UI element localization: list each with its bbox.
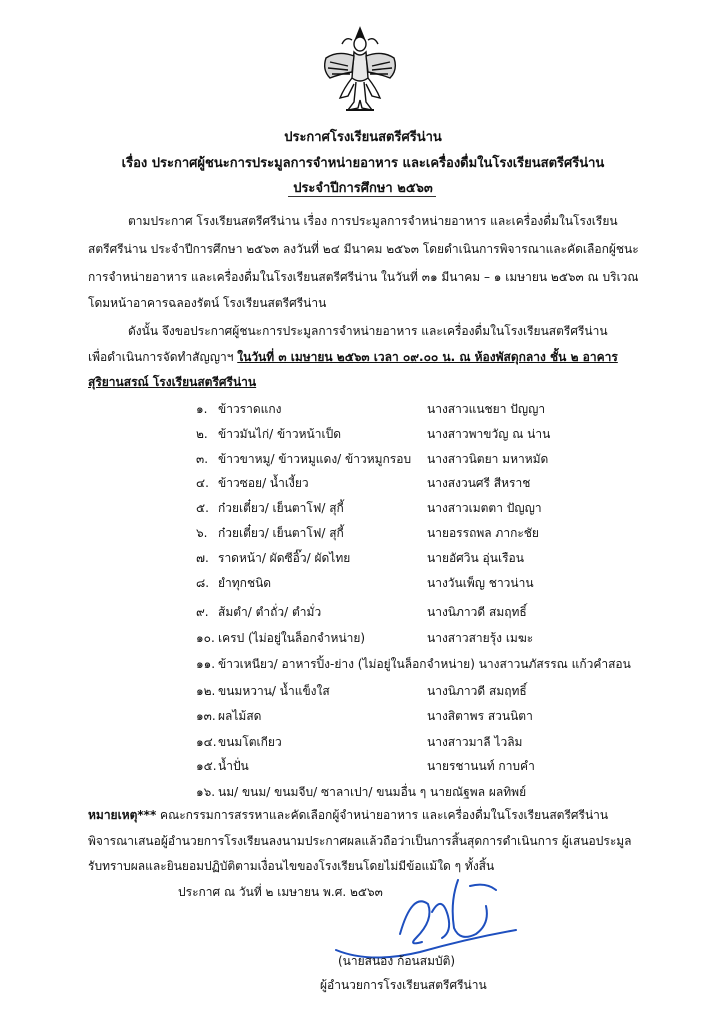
paragraph-1-line-1: ตามประกาศ โรงเรียนสตรีศรีน่าน เรื่อง การประมูลการจำหน่ายอาหาร และเครื่องดื่มในโรงเรียน	[128, 214, 618, 228]
paragraph-1-line-4: โดมหน้าอาคารฉลองรัตน์ โรงเรียนสตรีศรีน่าน	[88, 296, 327, 310]
paragraph-2-line-1: ดังนั้น จึงขอประกาศผู้ชนะการประมูลการจำหน่ายอาหาร และเครื่องดื่มในโรงเรียนสตรีศรีน่าน	[128, 324, 608, 338]
item-vendor: นางสาวเมตตา ปัญญา	[427, 501, 542, 515]
note-line-2: พิจารณาเสนอผู้อำนวยการโรงเรียนลงนามประกาศผลแล้วถือว่าเป็นการสิ้นสุดการดำเนินการ ผู้เสนอประมูล	[88, 834, 632, 848]
item-number: ๙.	[196, 605, 209, 619]
contract-location: สุริยานสรณ์ โรงเรียนสตรีศรีน่าน	[88, 375, 257, 389]
announcement-subject: เรื่อง ประกาศผู้ชนะการประมูลการจำหน่ายอาหาร และเครื่องดื่มในโรงเรียนสตรีศรีน่าน	[121, 156, 605, 171]
note-text: คณะกรรมการสรรหาและคัดเลือกผู้จำหน่ายอาหาร และเครื่องดื่มในโรงเรียนสตรีศรีน่าน	[156, 808, 609, 822]
paragraph-1-line-3: การจำหน่ายอาหาร และเครื่องดื่มในโรงเรียนสตรีศรีน่าน ในวันที่ ๓๑ มีนาคม – ๑ เมษายน ๒๕๖๓ ณ บริเวณ	[88, 270, 639, 284]
item-food: ก๋วยเตี๋ยว/ เย็นตาโฟ/ สุกี้	[218, 526, 344, 540]
item-number: ๓.	[196, 452, 209, 466]
title-divider	[288, 196, 436, 197]
signatory-position: ผู้อำนวยการโรงเรียนสตรีศรีน่าน	[320, 978, 487, 992]
item-vendor: นายรชานนท์ กาบคำ	[427, 759, 535, 773]
item-food: ส้มตำ/ ตำถั่ว/ ตำมั่ว	[218, 605, 322, 619]
item-food: ข้าวมันไก่/ ข้าวหน้าเป็ด	[218, 427, 341, 441]
item-number: ๑๔.	[196, 735, 217, 749]
item-food: ผลไม้สด	[218, 709, 262, 723]
item-vendor: นางสาวพาขวัญ ณ น่าน	[427, 427, 551, 441]
paragraph-1-line-2: สตรีศรีน่าน ประจำปีการศึกษา ๒๕๖๓ ลงวันที่ ๒๔ มีนาคม ๒๕๖๓ โดยดำเนินการพิจารณาและคัดเลือกผู้ชนะ	[88, 242, 639, 256]
item-food: ราดหน้า/ ผัดซีอิ๊ว/ ผัดไทย	[218, 551, 351, 565]
item-vendor: นางสิตาพร สวนนิตา	[427, 709, 533, 723]
item-number: ๕.	[196, 501, 209, 515]
announcement-title: ประกาศโรงเรียนสตรีศรีน่าน	[284, 130, 442, 145]
item-number: ๑๖.	[196, 785, 216, 799]
item-number: ๑๓.	[196, 709, 216, 723]
item-food: ขนมหวาน/ น้ำแข็งใส	[218, 684, 330, 698]
item-number: ๑๒.	[196, 684, 216, 698]
item-number: ๑๕.	[196, 759, 217, 773]
item-food: น้ำปั่น	[218, 759, 249, 773]
item-food: ยำทุกชนิด	[218, 576, 272, 590]
item-vendor: นางสาวสายรุ้ง เมฆะ	[427, 631, 534, 645]
item-food: ข้าวเหนียว/ อาหารปิ้ง-ย่าง (ไม่อยู่ในล็อกจำหน่าย) นางสาวนภัสรรณ แก้วคำสอน	[218, 657, 631, 671]
paragraph-2-line-2	[88, 348, 618, 366]
item-food: ข้าวราดแกง	[218, 402, 282, 416]
item-food: ขนมโตเกียว	[218, 735, 282, 749]
item-number: ๘.	[196, 576, 210, 590]
item-vendor: นางสาวแนชยา ปัญญา	[427, 402, 546, 416]
item-food: ก๋วยเตี๋ยว/ เย็นตาโฟ/ สุกี้	[218, 501, 344, 515]
item-vendor: นางสาวนิตยา มหาหมัด	[427, 452, 549, 466]
item-number: ๑๑.	[196, 657, 216, 671]
item-vendor: นางสาวมาลี ไวลิม	[427, 735, 523, 749]
item-food: เครป (ไม่อยู่ในล็อกจำหน่าย)	[218, 631, 366, 645]
item-food: ข้าวขาหมู/ ข้าวหมูแดง/ ข้าวหมูกรอบ	[218, 452, 412, 466]
announce-date: ประกาศ ณ วันที่ ๒ เมษายน พ.ศ. ๒๕๖๓	[178, 885, 383, 899]
signatory-name: (นายสนอง ก้อนสมบัติ)	[338, 954, 456, 968]
note-line-1	[88, 806, 608, 824]
item-number: ๖.	[196, 526, 208, 540]
item-number: ๑๐.	[196, 631, 215, 645]
item-vendor: นางนิภาวดี สมฤทธิ์	[427, 684, 527, 698]
item-food: นม/ ขนม/ ขนมจีบ/ ซาลาเปา/ ขนมอื่น ๆ นายณัฐพล ผลทิพย์	[218, 785, 527, 799]
item-vendor: นายอรรถพล ภากะชัย	[427, 526, 539, 540]
item-number: ๔.	[196, 476, 209, 490]
academic-year: ประจำปีการศึกษา ๒๕๖๓	[293, 181, 433, 196]
contract-intro: เพื่อดำเนินการจัดทำสัญญาฯ	[88, 350, 238, 364]
item-number: ๒.	[196, 427, 208, 441]
note-line-3: รับทราบผลและยินยอมปฏิบัติตามเงื่อนไขของโรงเรียนโดยไม่มีข้อแม้ใด ๆ ทั้งสิ้น	[88, 859, 495, 873]
note-label: หมายเหตุ***	[88, 808, 157, 822]
item-food: ข้าวซอย/ น้ำเงี้ยว	[218, 476, 309, 490]
item-vendor: นางสงวนศรี สีหราช	[427, 476, 531, 490]
item-vendor: นางวันเพ็ญ ชาวน่าน	[427, 576, 534, 590]
garuda-emblem	[318, 22, 402, 118]
item-number: ๑.	[196, 402, 208, 416]
item-vendor: นายอัศวิน อุ่นเรือน	[427, 551, 524, 565]
item-number: ๗.	[196, 551, 209, 565]
contract-date: ในวันที่ ๓ เมษายน ๒๕๖๓ เวลา ๐๙.๐๐ น. ณ ห้องพัสดุกลาง ชั้น ๒ อาคาร	[237, 350, 618, 364]
item-vendor: นางนิภาวดี สมฤทธิ์	[427, 605, 527, 619]
